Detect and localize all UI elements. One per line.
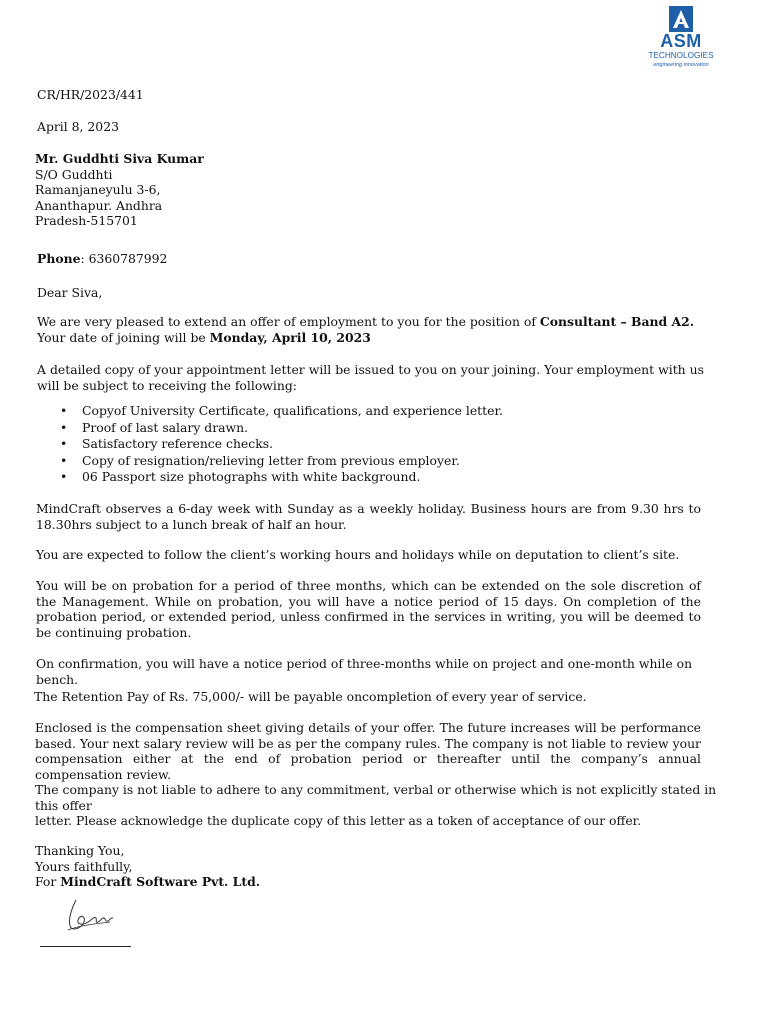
logo-technologies-text: TECHNOLOGIES bbox=[648, 51, 714, 60]
signature-icon bbox=[62, 896, 122, 936]
requirements-list bbox=[38, 403, 638, 486]
phone-label: Phone bbox=[37, 251, 81, 266]
closing-yours: Yours faithfully, bbox=[35, 858, 133, 874]
confirmation-paragraph: On confirmation, you will have a notice period of three-months while on project and one-month while on bench. bbox=[36, 656, 693, 687]
list-item: • 06 Passport size photographs with white background. bbox=[38, 469, 638, 486]
list-item: • Satisfactory reference checks. bbox=[38, 436, 638, 453]
offer-paragraph: We are very pleased to extend an offer of employment to you for the position of Consultant – Band A2. Your date of joining will be Monday, April 10, 2023 bbox=[37, 314, 695, 345]
client-hours-paragraph: You are expected to follow the client’s working hours and holidays while on deputation to client’s site. bbox=[36, 547, 680, 562]
logo-asm-text: ASM bbox=[660, 31, 702, 51]
appointment-paragraph: A detailed copy of your appointment letter will be issued to you on your joining. Your employment with us will be subject to receiving the following: bbox=[37, 362, 704, 393]
asm-logo-mark-icon bbox=[669, 6, 693, 32]
joining-date: Monday, April 10, 2023 bbox=[209, 329, 371, 345]
business-hours-paragraph: MindCraft observes a 6-day week with Sunday as a weekly holiday. Business hours are from 9.30 hrs to 18.30hrs subject to a lunch break of half an hour. bbox=[36, 501, 701, 532]
company-name: MindCraft Software Pvt. Ltd. bbox=[60, 874, 261, 889]
address-line: Ramanjaneyulu 3-6, bbox=[35, 182, 161, 197]
list-item: • Copyof University Certificate, qualifications, and experience letter. bbox=[38, 403, 638, 420]
list-item: • Copy of resignation/relieving letter from previous employer. bbox=[38, 453, 638, 470]
list-item: • Proof of last salary drawn. bbox=[38, 420, 638, 437]
phone-number: 6360787992 bbox=[88, 251, 168, 266]
company-logo bbox=[638, 6, 724, 72]
closing-thanks: Thanking You, bbox=[35, 843, 125, 858]
reference-number: CR/HR/2023/441 bbox=[37, 87, 144, 102]
retention-paragraph: The Retention Pay of Rs. 75,000/- will be payable oncompletion of every year of service. bbox=[34, 689, 587, 704]
address-line: S/O Guddhti bbox=[35, 166, 113, 182]
closing-block bbox=[35, 843, 435, 890]
salutation: Dear Siva, bbox=[37, 285, 103, 300]
recipient-name: Mr. Guddhti Siva Kumar bbox=[35, 151, 204, 166]
liability-line-1: The company is not liable to adhere to any commitment, verbal or otherwise which is not explicitly stated in this offer bbox=[35, 782, 717, 813]
signature-line bbox=[40, 946, 131, 947]
probation-paragraph: You will be on probation for a period of three months, which can be extended on the sole discretion of the Management. While on probation, you will have a notice period of 15 days. On completion of the probation period, or extended period, unless confirmed in the services in writing, you will be deemed to be continuing probation. bbox=[36, 578, 701, 640]
letter-date: April 8, 2023 bbox=[37, 119, 119, 134]
logo-tagline: engineering innovation bbox=[653, 62, 709, 68]
address-line: Pradesh-515701 bbox=[35, 213, 138, 228]
position-title: Consultant – Band A2. bbox=[539, 314, 695, 329]
compensation-paragraph: Enclosed is the compensation sheet giving details of your offer. The future increases will be performance based. Your next salary review will be as per the company rules. The company is not liable to review your compensation either at the end of probation period or thereafter until the company’s annual compensation review. bbox=[35, 720, 701, 782]
address-line: Ananthapur. Andhra bbox=[35, 197, 163, 213]
phone-line: Phone: 6360787992 bbox=[37, 251, 168, 266]
recipient-block bbox=[35, 151, 335, 229]
liability-line-2: letter. Please acknowledge the duplicate copy of this letter as a token of acceptance of our offer. bbox=[35, 813, 642, 828]
closing-company-line: For MindCraft Software Pvt. Ltd. bbox=[35, 874, 261, 889]
